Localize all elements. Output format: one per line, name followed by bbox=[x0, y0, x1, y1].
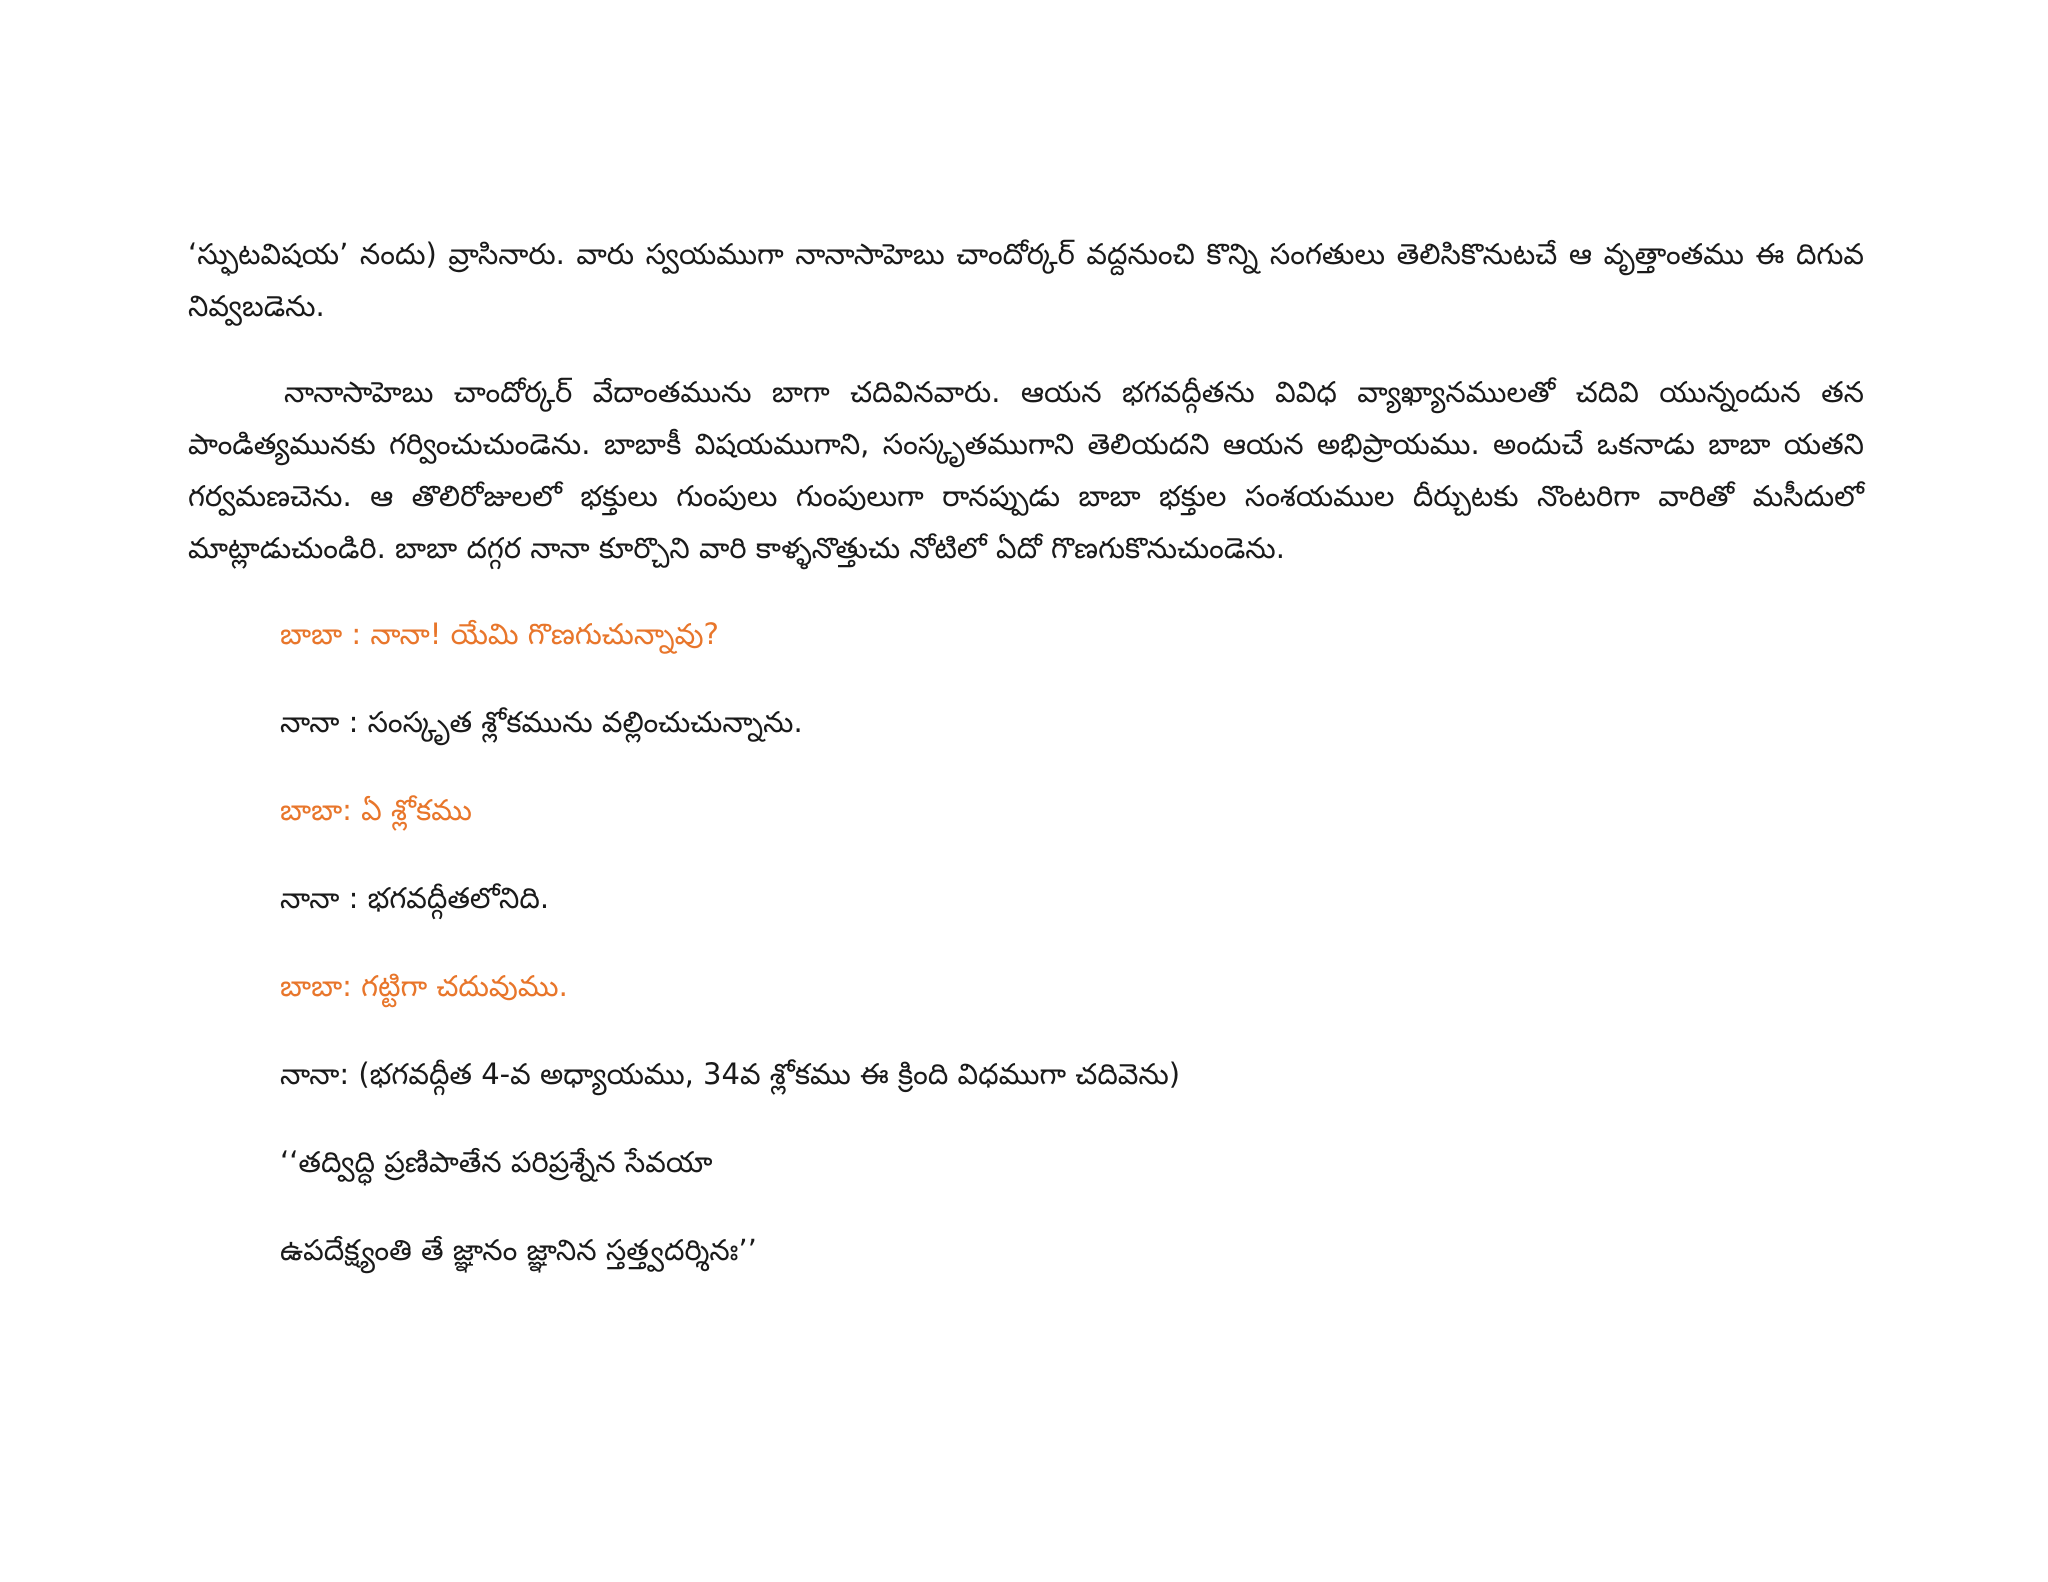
document-body bbox=[188, 228, 1864, 1312]
shloka-line-1: ‘‘తద్విద్ధి ప్రణిపాతేన పరిప్రశ్నేన సేవయా bbox=[280, 1145, 713, 1179]
paragraph-intro: ‘స్ఫుటవిషయ’ నందు) వ్రాసినారు. వారు స్వయముగా నానాసాహెబు చాందోర్కర్ వద్దనుంచి కొన్ని సంగతులు తెలిసికొనుటచే ఆ వృత్తాంతము ఈ దిగువ నివ్వబడెను. bbox=[188, 237, 1864, 323]
shloka-line-2: ఉపదేక్ష్యంతి తే జ్ఞానం జ్ఞానిన స్తత్త్వదర్శినః’’ bbox=[280, 1233, 757, 1267]
dialogue-baba-question: బాబా : నానా! యేమి గొణగుచున్నావు? bbox=[280, 617, 719, 651]
dialogue-baba-which-shloka: బాబా: ఏ శ్లోకము bbox=[280, 793, 472, 827]
paragraph-nanasaheb: నానాసాహెబు చాందోర్కర్ వేదాంతమును బాగా చదివినవారు. ఆయన భగవద్గీతను వివిధ వ్యాఖ్యానములతో చదివి యున్నందున తన పాండిత్యమునకు గర్వించుచుండెను. బాబాకీ విషయముగాని, సంస్కృతముగాని తెలియదని ఆయన అభిప్రాయము. అందుచే ఒకనాడు బాబా యతని గర్వమణచెను. ఆ తొలిరోజులలో భక్తులు గుంపులు గుంపులుగా రానప్పుడు బాబా భక్తుల సంశయముల దీర్చుటకు నొంటరిగా వారితో మసీదులో మాట్లాడుచుండిరి. బాబా దగ్గర నానా కూర్చొని వారి కాళ్ళనొత్తుచు నోటిలో ఏదో గొణగుకొనుచుండెను. bbox=[188, 375, 1864, 565]
dialogue-nana-answer: నానా : సంస్కృత శ్లోకమును వల్లించుచున్నాను. bbox=[280, 705, 803, 739]
dialogue-baba-read-aloud: బాబా: గట్టిగా చదువుము. bbox=[280, 969, 568, 1003]
dialogue-nana-gita: నానా : భగవద్గీతలోనిది. bbox=[280, 881, 550, 915]
dialogue-nana-recites: నానా: (భగవద్గీత 4-వ అధ్యాయము, 34వ శ్లోకము ఈ క్రింది విధముగా చదివెను) bbox=[280, 1057, 1181, 1091]
